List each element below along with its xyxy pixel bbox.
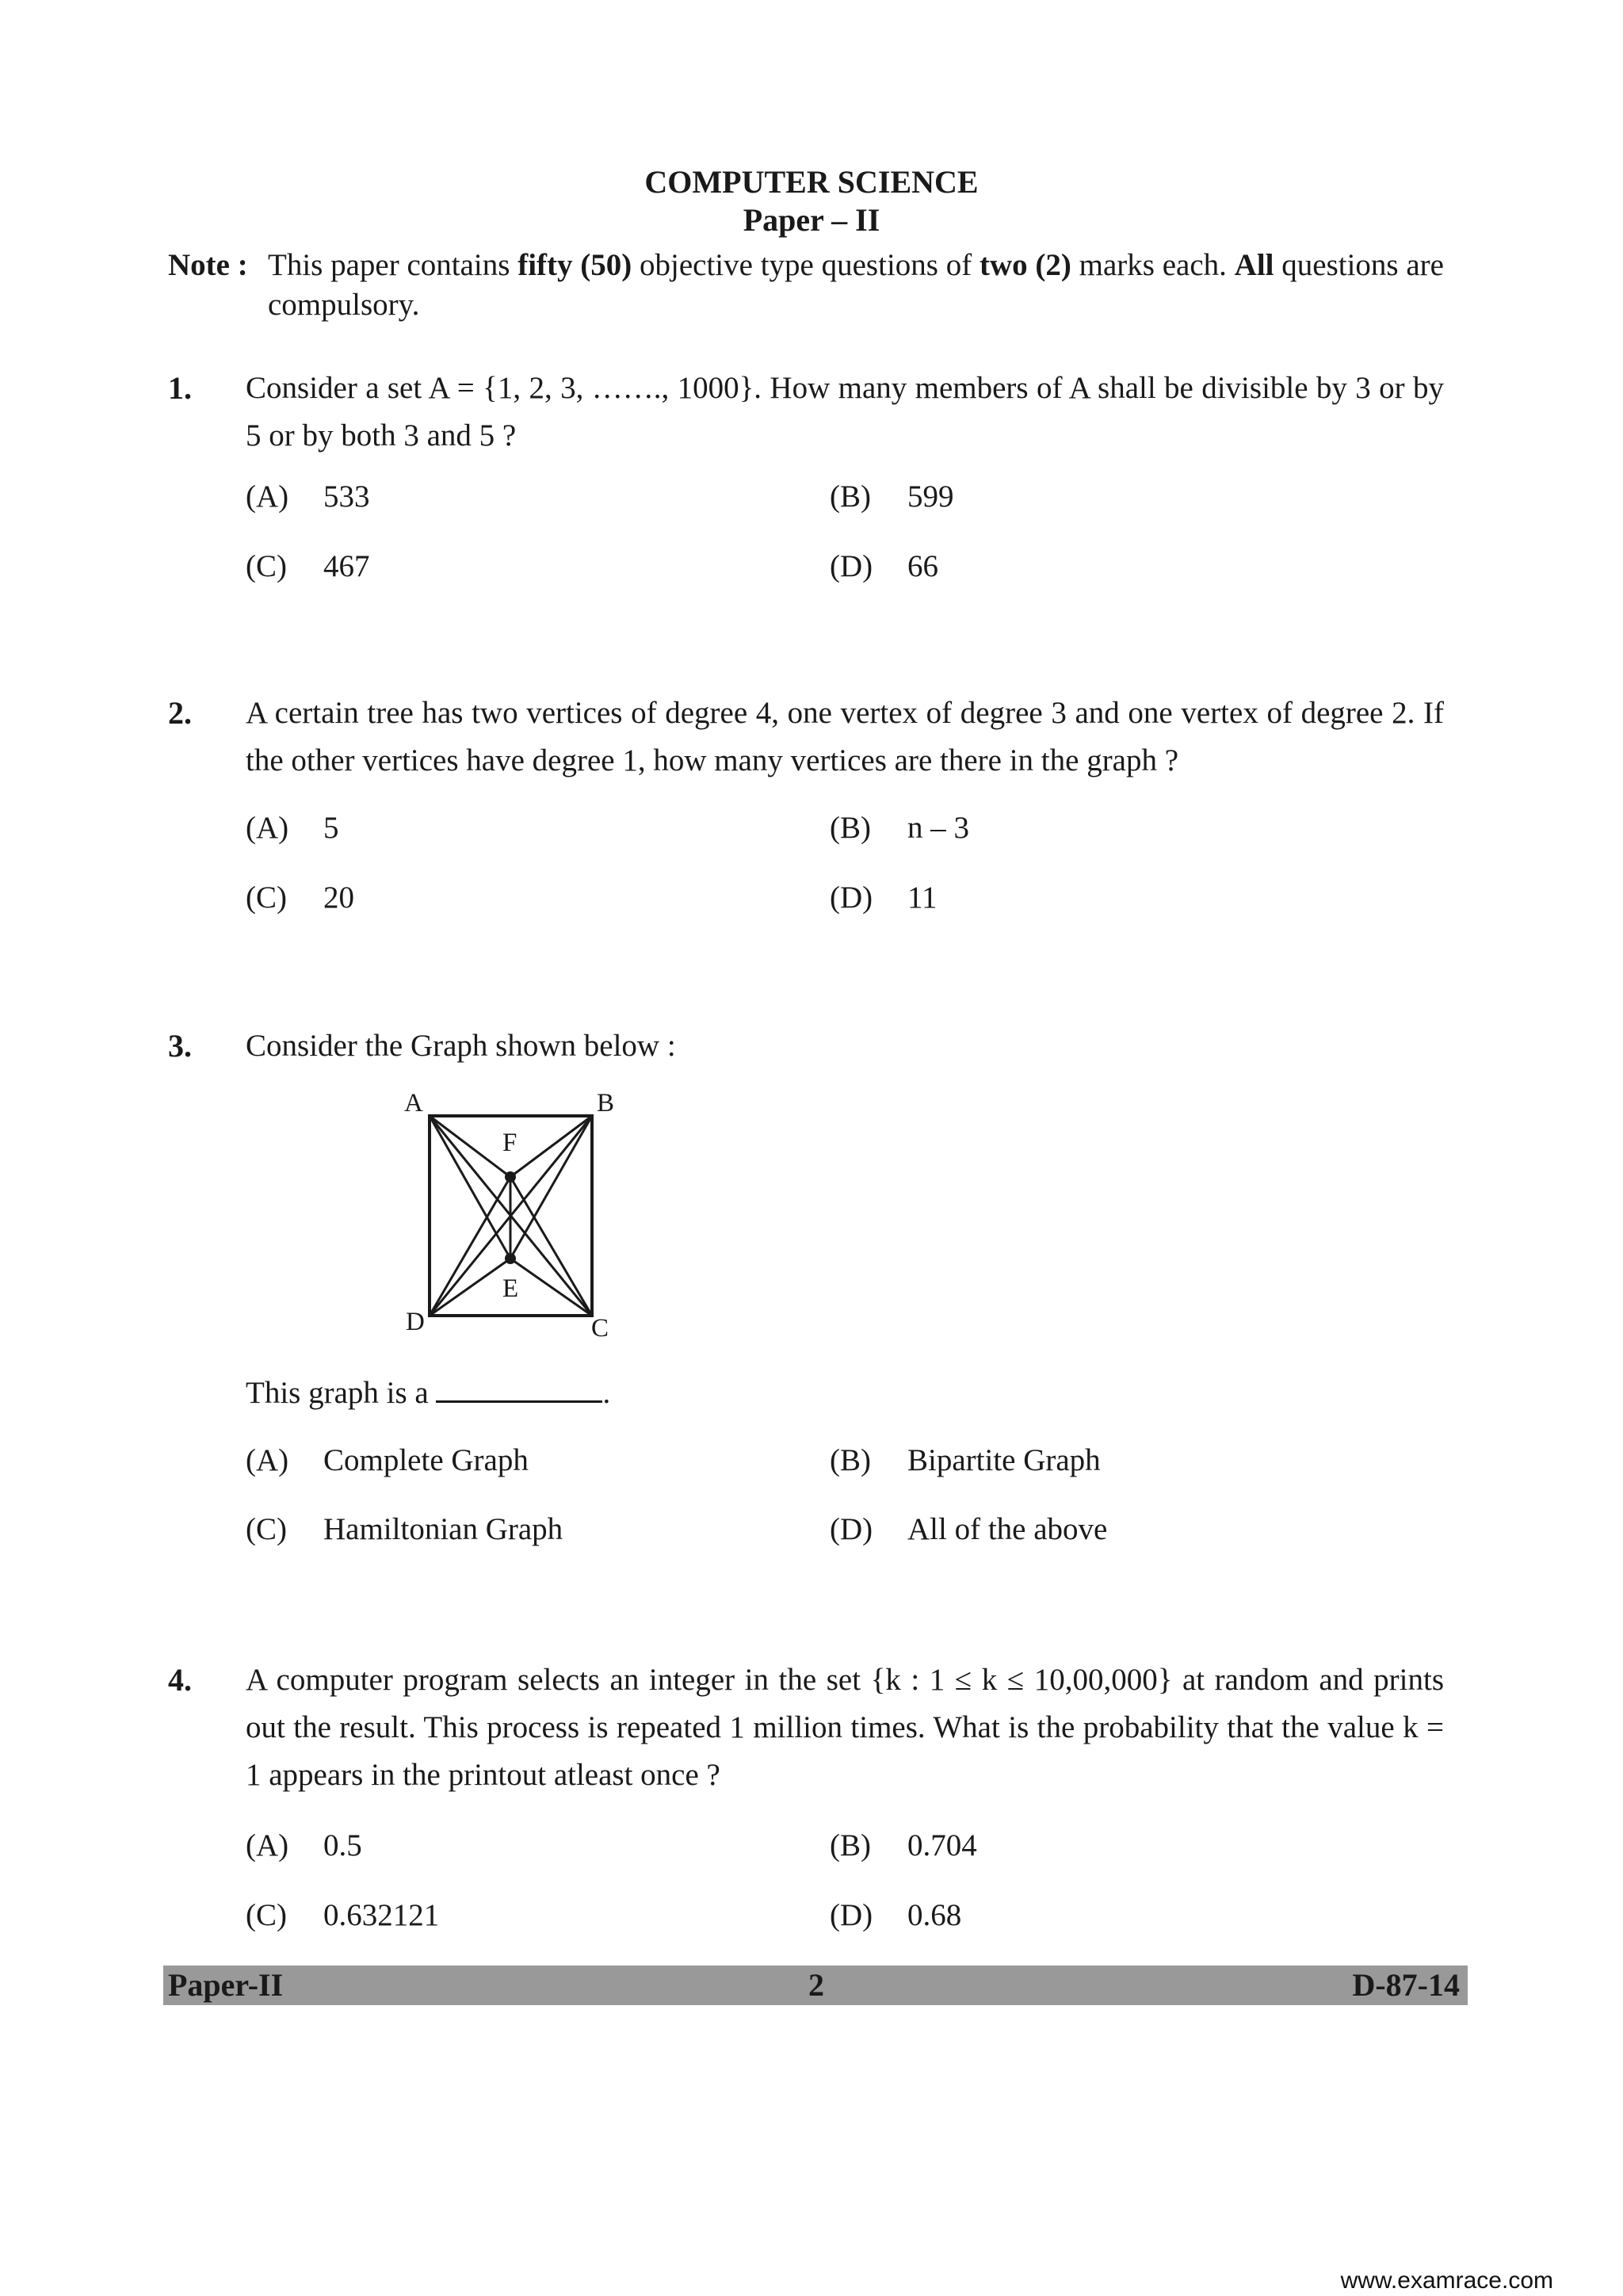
answer-blank xyxy=(436,1375,602,1403)
question-2-option-d: (D) 11 xyxy=(830,881,938,915)
question-4-number: 4. xyxy=(168,1662,192,1698)
note xyxy=(168,246,1444,325)
vertex-f xyxy=(505,1171,516,1182)
page-footer xyxy=(163,1966,1468,2005)
watermark-url: www.examrace.com xyxy=(1340,2267,1553,2294)
vertex-label-f: F xyxy=(502,1129,517,1157)
question-3-text: Consider the Graph shown below : xyxy=(246,1029,676,1063)
question-3-number: 3. xyxy=(168,1028,192,1064)
question-2-option-b: (B) n – 3 xyxy=(830,811,969,845)
question-3-option-b: (B) Bipartite Graph xyxy=(830,1443,1101,1477)
question-1-option-a: (A) 533 xyxy=(246,479,370,514)
question-4-option-b: (B) 0.704 xyxy=(830,1828,977,1862)
question-2-option-c: (C) 20 xyxy=(246,881,354,915)
edge-e-a xyxy=(430,1116,510,1259)
note-text: This paper contains fifty (50) objective type questions of two (2) marks each. All questions are compulsory. xyxy=(268,248,1444,322)
question-3-option-d: (D) All of the above xyxy=(830,1512,1108,1546)
question-3-option-a: (A) Complete Graph xyxy=(246,1443,529,1477)
question-4-option-a: (A) 0.5 xyxy=(246,1828,362,1862)
question-2-text: A certain tree has two vertices of degree 4, one vertex of degree 3 and one vertex of degree 2. If the other vertices have degree 1, how many vertices are there in the graph ? xyxy=(246,696,1444,777)
footer-code: D-87-14 xyxy=(1352,1967,1460,2003)
edge-e-b xyxy=(510,1116,592,1259)
question-1-option-c: (C) 467 xyxy=(246,549,370,583)
question-3-followup: This graph is a . xyxy=(246,1376,611,1410)
vertex-e xyxy=(505,1253,516,1264)
vertex-label-a: A xyxy=(404,1089,423,1117)
graph-figure xyxy=(388,1086,642,1347)
footer-paper-label: Paper-II xyxy=(168,1967,284,2003)
question-4-text: A computer program selects an integer in the set {k : 1 ≤ k ≤ 10,00,000} at random and prints out the result. This process is repeated 1 million times. What is the probability that the value k = 1 appears in the printout atleast once ? xyxy=(246,1663,1444,1792)
vertex-label-d: D xyxy=(406,1308,425,1336)
vertex-label-b: B xyxy=(597,1089,615,1117)
paper-subtitle: Paper – II xyxy=(743,202,880,238)
question-2-number: 2. xyxy=(168,695,192,731)
vertex-label-c: C xyxy=(591,1314,609,1343)
paper-title: COMPUTER SCIENCE xyxy=(644,164,979,200)
vertex-label-e: E xyxy=(502,1274,519,1303)
question-1-option-b: (B) 599 xyxy=(830,479,954,514)
note-label: Note : xyxy=(168,248,248,282)
edge-f-d xyxy=(430,1177,510,1316)
page-number: 2 xyxy=(808,1967,824,2003)
question-4-option-d: (D) 0.68 xyxy=(830,1898,962,1932)
question-4-option-c: (C) 0.632121 xyxy=(246,1898,440,1932)
edge-a-f xyxy=(430,1116,510,1177)
question-1-option-d: (D) 66 xyxy=(830,549,938,583)
question-1-number: 1. xyxy=(168,370,192,406)
question-3-option-c: (C) Hamiltonian Graph xyxy=(246,1512,563,1546)
question-2-option-a: (A) 5 xyxy=(246,811,339,845)
edge-f-c xyxy=(510,1177,592,1316)
question-1-text: Consider a set A = {1, 2, 3, ……., 1000}. How many members of A shall be divisible by 3 or by 5 or by both 3 and 5 ? xyxy=(246,371,1444,453)
